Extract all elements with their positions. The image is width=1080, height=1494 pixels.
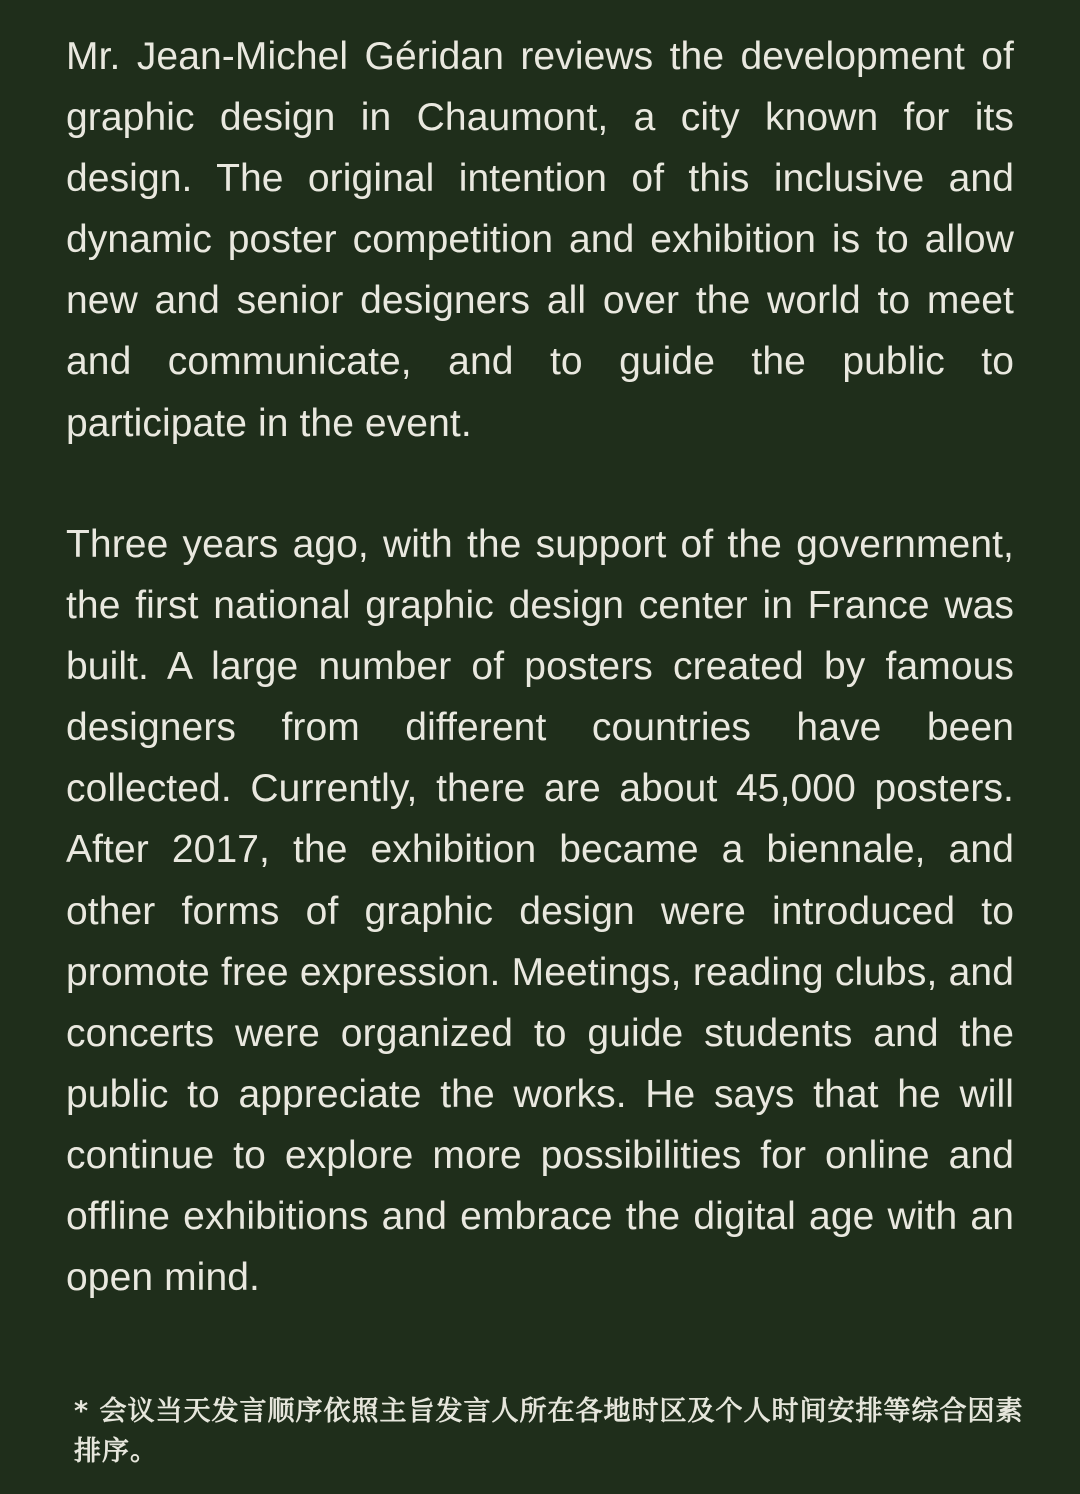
footnote: * 会议当天发言顺序依照主旨发言人所在各地时区及个人时间安排等综合因素排序。 — [74, 1396, 1024, 1467]
article-paragraph-intro: Mr. Jean-Michel Géridan reviews the development of graphic design in Chaumont, a city known for its design. The original intention of this inclusive and dynamic poster competition and exhibition is to allow new and senior designers all over the world to meet and communicate, and to guide the public to participate in the event. — [66, 35, 1014, 445]
article-paragraph-history: Three years ago, with the support of the government, the first national graphic design center in France was built. A large number of posters created by famous designers from different countries have been collected. Currently, there are about 45,000 posters. After 2017, the exhibition became a biennale, and other forms of graphic design were introduced to promote free expression. Meetings, reading clubs, and concerts were organized to guide students and the public to appreciate the works. He says that he will continue to explore more possibilities for online and offline exhibitions and embrace the digital age with an open mind. — [66, 523, 1014, 1300]
